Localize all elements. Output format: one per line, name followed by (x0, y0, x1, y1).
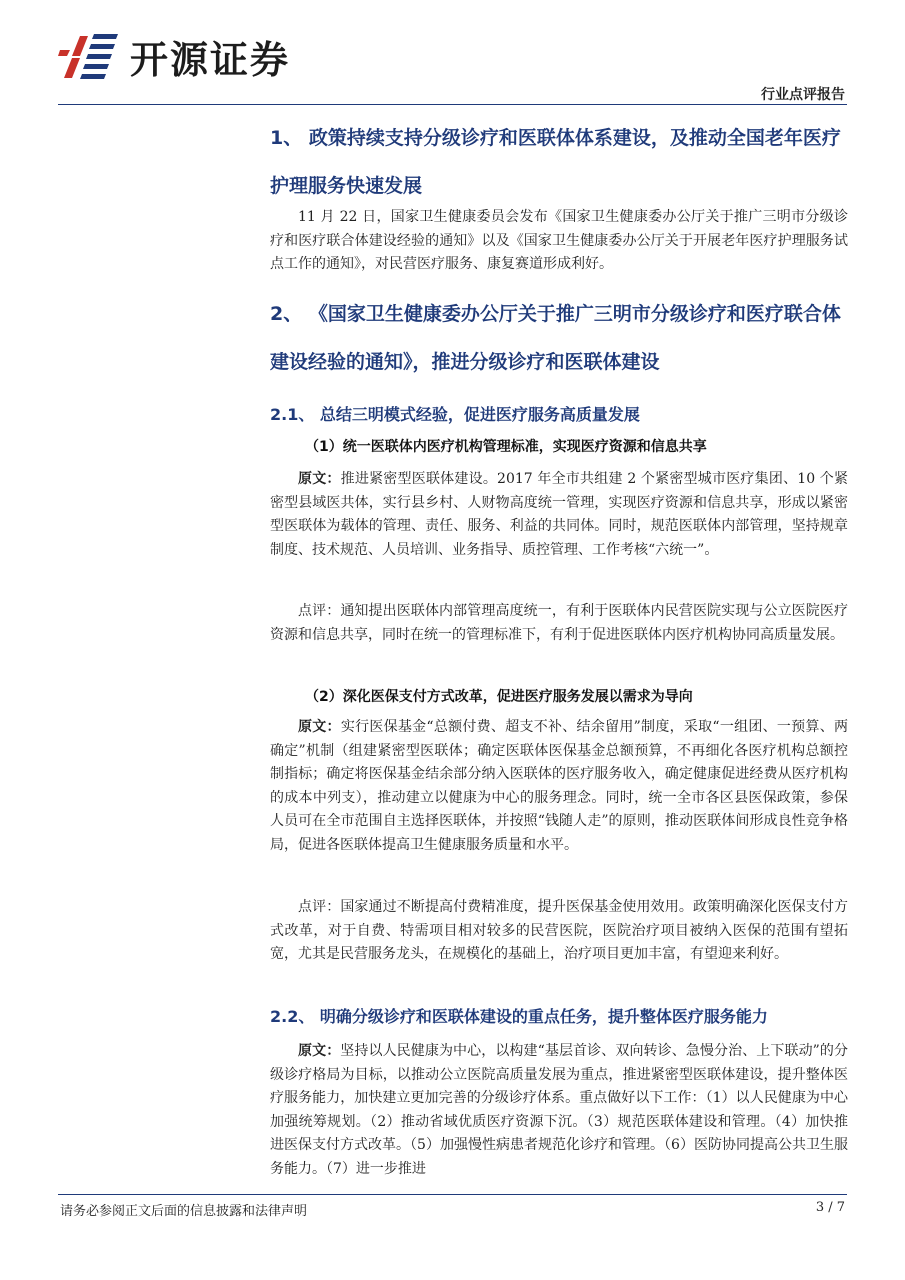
section-1-title: 1、 政策持续支持分级诊疗和医联体体系建设，及推动全国老年医疗护理服务快速发展 (270, 127, 841, 197)
logo-mark-icon (58, 28, 120, 84)
report-type-label: 行业点评报告 (761, 87, 845, 103)
page-number: 3 / 7 (815, 1200, 845, 1215)
section-1-paragraph: 11 月 22 日，国家卫生健康委员会发布《国家卫生健康委办公厅关于推广三明市分级诊疗和医疗联合体建设经验的通知》以及《国家卫生健康委办公厅关于开展老年医疗护理服务试点工作的通知》，对民营医疗服务、康复赛道形成利好。 (270, 209, 848, 272)
original-text-paragraph-3 (270, 1040, 848, 1181)
comment-paragraph-1: 点评：通知提出医联体内部管理高度统一，有利于医联体内民营医院实现与公立医院医疗资源和信息共享，同时在统一的管理标准下，有利于促进医联体内医疗机构协同高质量发展。 (270, 603, 848, 643)
original-label: 原文： (298, 1043, 341, 1059)
header-divider (58, 104, 847, 105)
footer-disclaimer: 请务必参阅正文后面的信息披露和法律声明 (60, 1204, 308, 1219)
original-text-paragraph-1 (270, 468, 848, 562)
section-2-2-title: 2.2、 明确分级诊疗和医联体建设的重点任务，提升整体医疗服务能力 (270, 1007, 768, 1026)
section-2-1-title: 2.1、 总结三明模式经验，促进医疗服务高质量发展 (270, 405, 640, 424)
footer-divider (58, 1194, 847, 1195)
original-text-paragraph-2 (270, 716, 848, 857)
section-2-title: 2、 《国家卫生健康委办公厅关于推广三明市分级诊疗和医疗联合体建设经验的通知》，推进分级诊疗和医联体建设 (270, 303, 841, 373)
comment-paragraph-2: 点评：国家通过不断提高付费精准度，提升医保基金使用效用。政策明确深化医保支付方式改革，对于自费、特需项目相对较多的民营医院，医院治疗项目被纳入医保的范围有望拓宽，尤其是民营服务龙头，在规模化的基础上，治疗项目更加丰富，有望迎来利好。 (270, 899, 848, 962)
original-text: 实行医保基金“总额付费、超支不补、结余留用”制度，采取“一组团、一预算、两确定”机制（组建紧密型医联体；确定医联体医保基金总额预算，不再细化各医疗机构总额控制指标；确定将医保基金结余部分纳入医联体的医疗服务收入，确定健康促进经费从医疗机构的成本中列支），推动建立以健康为中心的服务理念。同时，统一全市各区县医保政策，参保人员可在全市范围自主选择医联体，并按照“钱随人走”的原则，推动医联体间形成良性竞争格局，促进各医联体提高卫生健康服务质量和水平。 (270, 719, 848, 853)
original-label: 原文： (298, 471, 341, 487)
brand-logo (58, 28, 290, 84)
original-text: 坚持以人民健康为中心，以构建“基层首诊、双向转诊、急慢分治、上下联动”的分级诊疗格局为目标，以推动公立医院高质量发展为重点，推进紧密型医联体建设，提升整体医疗服务能力，加快建立更加完善的分级诊疗体系。重点做好以下工作：（1）以人民健康为中心加强统筹规划。（2）推动省域优质医疗资源下沉。（3）规范医联体建设和管理。（4）加快推进医保支付方式改革。（5）加强慢性病患者规范化诊疗和管理。（6）医防协同提高公共卫生服务能力。（7）进一步推进 (270, 1043, 849, 1177)
original-label: 原文： (298, 719, 341, 735)
original-text: 推进紧密型医联体建设。2017 年全市共组建 2 个紧密型城市医疗集团、10 个紧密型县域医共体，实行县乡村、人财物高度统一管理，实现医疗资源和信息共享，形成以紧密型医联体为载体的管理、责任、服务、利益的共同体。同时，规范医联体内部管理，坚持规章制度、技术规范、人员培训、业务指导、质控管理、工作考核“六统一”。 (270, 471, 848, 558)
section-2-1-subtitle-1: （1）统一医联体内医疗机构管理标准，实现医疗资源和信息共享 (305, 439, 707, 455)
section-2-1-subtitle-2: （2）深化医保支付方式改革，促进医疗服务发展以需求为导向 (305, 689, 693, 705)
logo-text: 开源证券 (130, 37, 291, 82)
